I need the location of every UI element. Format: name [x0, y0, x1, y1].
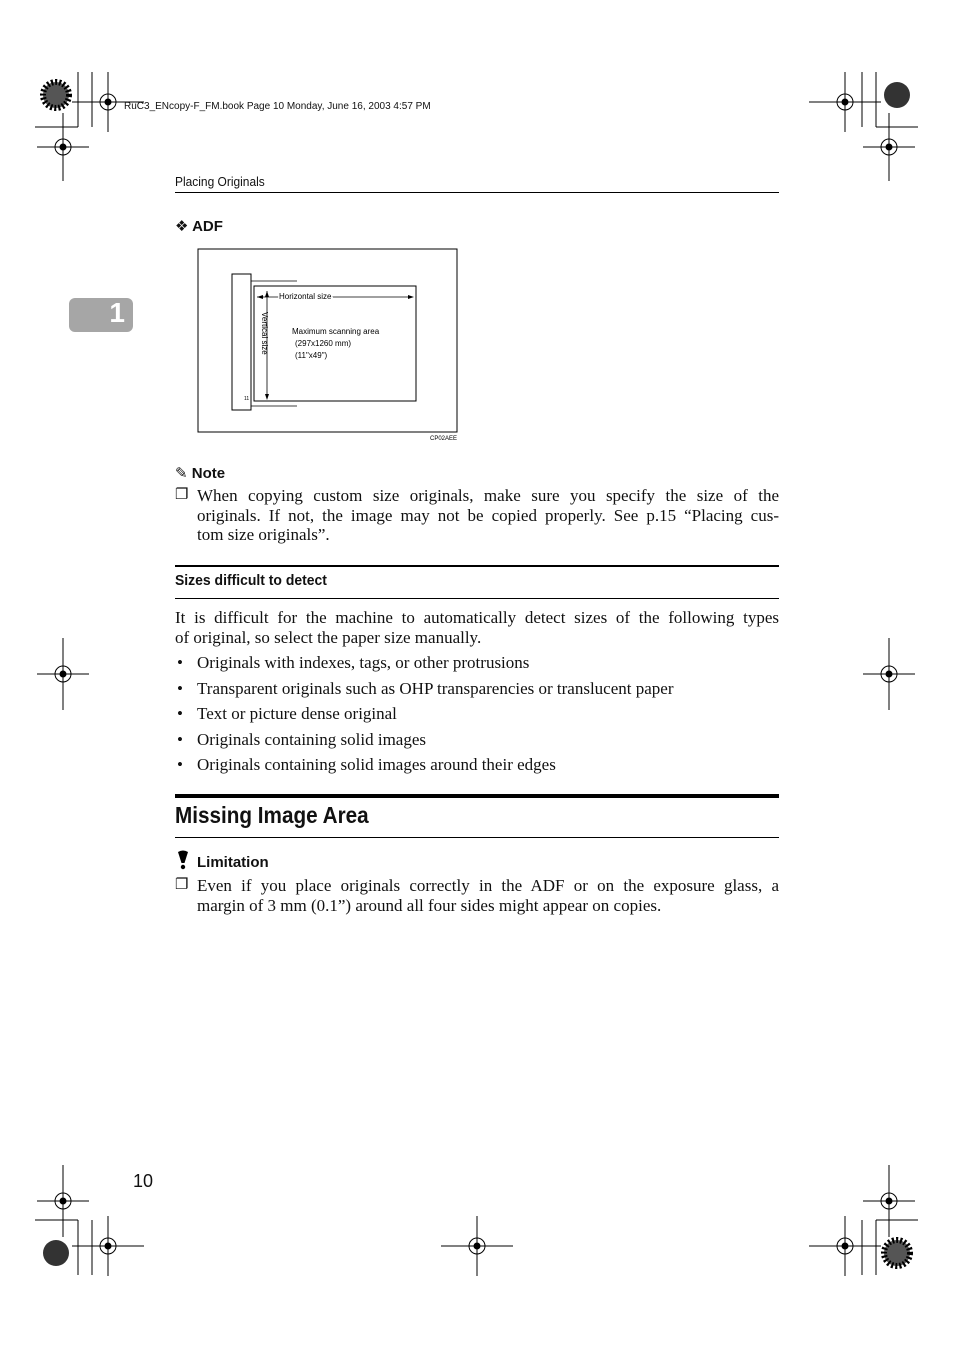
adf-heading [175, 217, 223, 235]
pencil-icon: ✎ [175, 465, 188, 482]
file-info: RuC3_ENcopy-F_FM.book Page 10 Monday, June 16, 2003 4:57 PM [124, 101, 431, 112]
missing-image-area-title: Missing Image Area [175, 802, 369, 828]
checkbox-icon: ❐ [175, 487, 189, 503]
exclamation-icon [176, 850, 190, 870]
list-item: • Originals containing solid images [177, 729, 426, 749]
max-area-label: Maximum scanning area [292, 327, 380, 336]
adf-diagram [197, 248, 461, 446]
heading-rule-top [175, 794, 779, 798]
bullet-list [175, 653, 779, 781]
bullet-icon: • [177, 704, 183, 723]
vertical-size-label: Vertical size [260, 312, 269, 355]
figure-code: CP02AEE [430, 436, 458, 442]
adf-title: ADF [192, 218, 223, 235]
chapter-tab [69, 298, 133, 332]
section-title: Sizes difficult to detect [175, 572, 327, 589]
note-line: tom size originals”. [197, 525, 330, 544]
limitation-line: Even if you place originals correctly in the ADF or on the exposure glass, a [197, 876, 779, 895]
list-item: • Originals with indexes, tags, or other protrusions [177, 653, 530, 672]
heading-rule-bottom [175, 837, 779, 838]
horizontal-size-label: Horizontal size [279, 292, 332, 301]
section-intro [175, 608, 779, 647]
limitation-item [175, 876, 779, 916]
list-item: • Transparent originals such as OHP transparencies or translucent paper [177, 678, 674, 698]
note-item [175, 486, 779, 546]
note-line: originals. If not, the image may not be copied properly. See p.15 “Placing cus- [197, 505, 779, 525]
list-item: • Text or picture dense original [177, 704, 397, 723]
bullet-icon: • [177, 653, 183, 672]
section-rule-top [175, 565, 779, 567]
limitation-title: Limitation [197, 854, 269, 871]
note-line: When copying custom size originals, make sure you specify the size of the [197, 486, 779, 505]
bullet-icon: • [177, 678, 183, 698]
header-rule [175, 192, 779, 193]
bullet-icon: • [177, 755, 183, 774]
chapter-number: 1 [109, 297, 125, 328]
small-mark: 11 [244, 396, 250, 402]
note-heading [175, 464, 225, 482]
max-area-inch: (11"x49") [295, 351, 328, 360]
page-number: 10 [133, 1171, 154, 1191]
running-header: Placing Originals [175, 174, 265, 189]
note-title: Note [191, 465, 226, 482]
intro-line: It is difficult for the machine to automatically detect sizes of the following types [175, 608, 779, 627]
list-item: • Originals containing solid images around their edges [177, 755, 556, 774]
diamond-icon: ❖ [175, 218, 189, 235]
bullet-icon: • [177, 729, 183, 749]
max-area-mm: (297x1260 mm) [295, 339, 352, 348]
checkbox-icon: ❐ [175, 877, 189, 893]
limitation-line: margin of 3 mm (0.1”) around all four sides might appear on copies. [197, 895, 662, 915]
section-rule-bottom [175, 598, 779, 599]
intro-line: of original, so select the paper size manually. [175, 627, 482, 647]
